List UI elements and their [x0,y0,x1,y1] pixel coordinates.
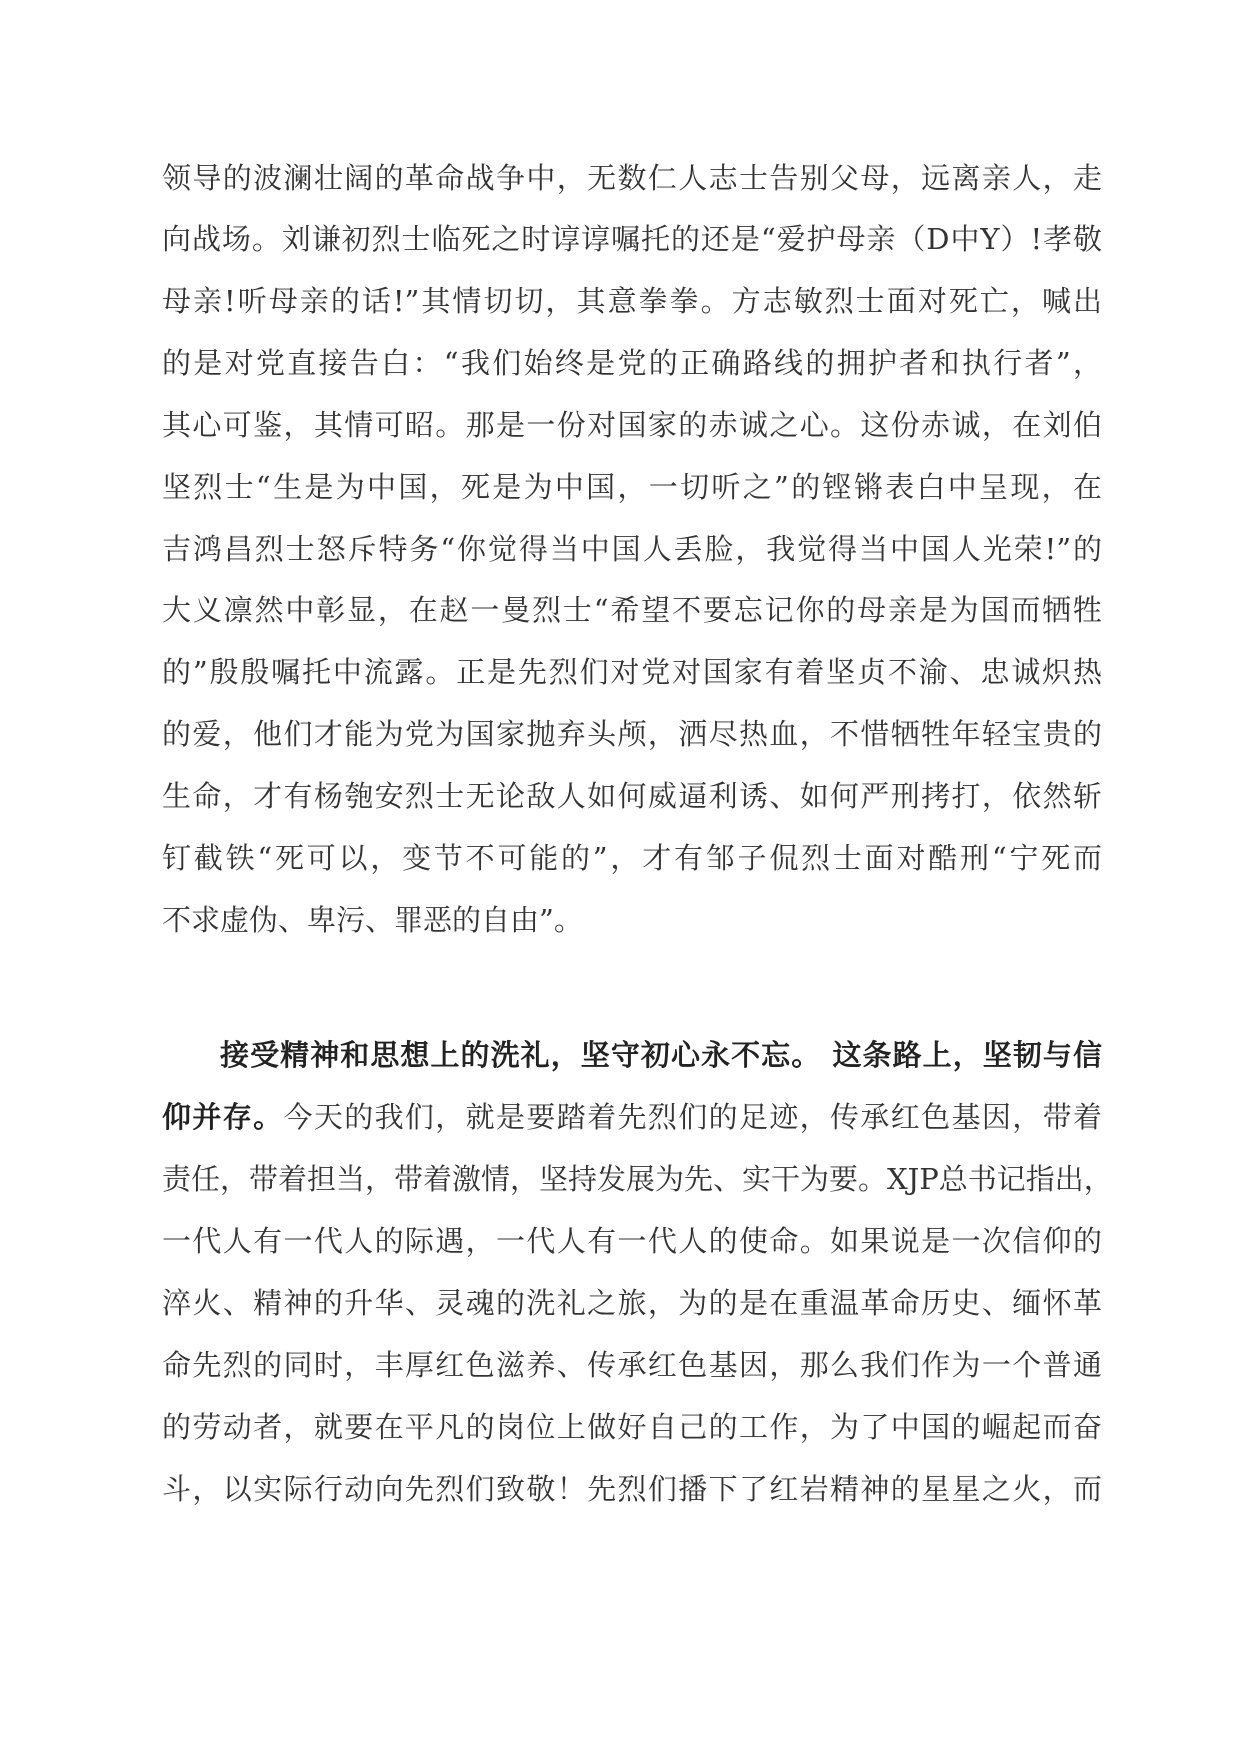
text-line: 的”殷殷嘱托中流露。正是先烈们对党对国家有着坚贞不渝、忠诚炽热 [162,655,1102,689]
text-line: 向战场。刘谦初烈士临死之时谆谆嘱托的还是“爱护母亲（D中Y）!孝敬 [162,222,1102,256]
text-line: 不求虚伪、卑污、罪恶的自由”。 [162,903,583,937]
text-line: 的爱，他们才能为党为国家抛弃头颅，洒尽热血，不惜牺牲年轻宝贵的 [162,717,1102,751]
text-line: 斗，以实际行动向先烈们致敬！先烈们播下了红岩精神的星星之火，而 [162,1472,1102,1506]
section-heading: 接受精神和思想上的洗礼，坚守初心永不忘。 这条路上，坚韧与信 [220,1038,1102,1072]
text-line: 吉鸿昌烈士怒斥特务“你觉得当中国人丢脸，我觉得当中国人光荣!”的 [162,532,1102,566]
text-line: 的劳动者，就要在平凡的岗位上做好自己的工作，为了中国的崛起而奋 [162,1410,1102,1444]
text-line: 命先烈的同时，丰厚红色滋养、传承红色基因，那么我们作为一个普通 [162,1348,1102,1382]
text-line: 的是对党直接告白：“我们始终是党的正确路线的拥护者和执行者”， [162,346,1102,380]
text-line: 钉截铁“死可以，变节不可能的”，才有邹子侃烈士面对酷刑“宁死而 [162,841,1102,875]
text-line: 责任，带着担当，带着激情，坚持发展为先、实干为要。XJP总书记指出， [162,1162,1113,1196]
section-heading-end: 仰并存。 [162,1100,284,1134]
text-line: 坚烈士“生是为中国，死是为中国，一切听之”的铿锵表白中呈现，在 [162,470,1102,504]
text-line: 母亲!听母亲的话!”其情切切，其意拳拳。方志敏烈士面对死亡，喊出 [162,284,1102,318]
text-line [162,1097,1102,1137]
text-line: 一代人有一代人的际遇，一代人有一代人的使命。如果说是一次信仰的 [162,1224,1102,1258]
text-line: 生命，才有杨匏安烈士无论敌人如何威逼利诱、如何严刑拷打，依然斩 [162,779,1102,813]
text-line: 领导的波澜壮阔的革命战争中，无数仁人志士告别父母，远离亲人，走 [162,161,1102,195]
text-line-rest: 今天的我们，就是要踏着先烈们的足迹，传承红色基因，带着 [283,1100,1102,1134]
text-line: 淬火、精神的升华、灵魂的洗礼之旅，为的是在重温革命历史、缅怀革 [162,1286,1102,1320]
text-line: 其心可鉴，其情可昭。那是一份对国家的赤诚之心。这份赤诚，在刘伯 [162,408,1102,442]
text-line: 大义凛然中彰显，在赵一曼烈士“希望不要忘记你的母亲是为国而牺牲 [162,593,1102,627]
